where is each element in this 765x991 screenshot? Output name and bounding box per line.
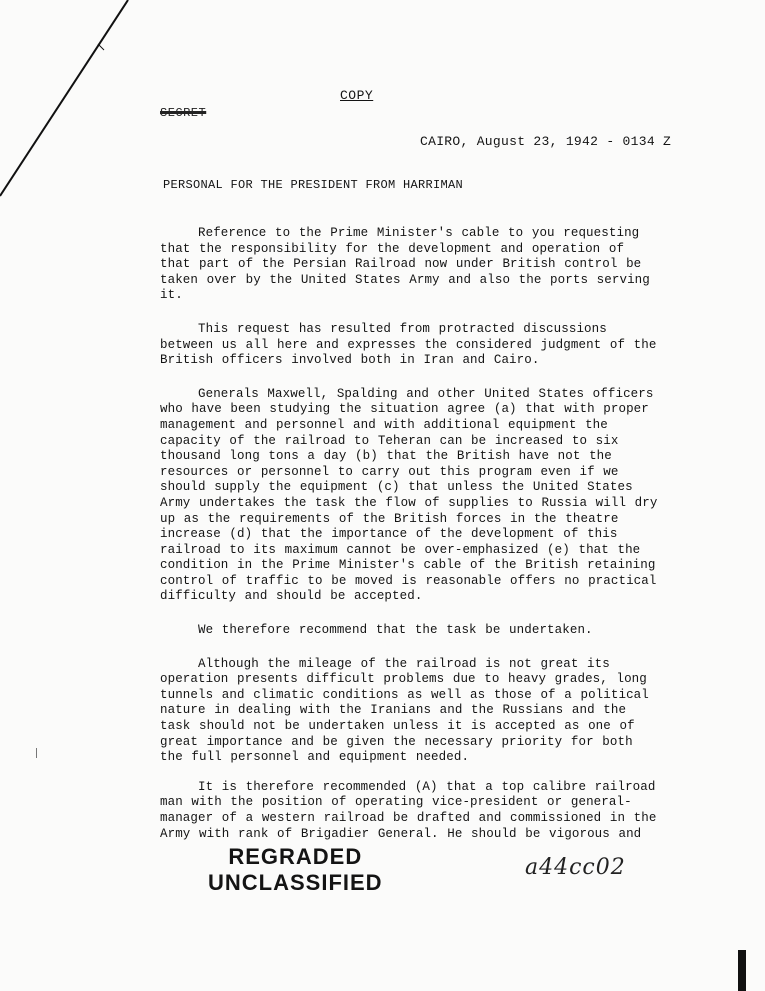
classification-marking [160, 106, 206, 120]
stamp-line-regraded: REGRADED [228, 844, 363, 869]
dateline: CAIRO, August 23, 1942 - 0134 Z [420, 134, 672, 149]
paragraph-2: This request has resulted from protracted discussions between us all here and expresses the considered judgment of the British officers involved both in Iran and Cairo. [160, 321, 657, 368]
paragraph-4: We therefore recommend that the task be undertaken. [198, 623, 593, 638]
paragraph-6: It is therefore recommended (A) that a top calibre railroad man with the position of operating vice-president or general-manager of a western railroad be drafted and commissioned in the Army with rank of Brigadier General. He should be vigorous and [160, 779, 657, 841]
stamp-line-unclassified: UNCLASSIFIED [208, 870, 383, 895]
message-heading: PERSONAL FOR THE PRESIDENT FROM HARRIMAN [163, 178, 464, 192]
copy-label: COPY [340, 88, 374, 103]
handwritten-archive-code: a44cc02 [525, 855, 626, 880]
paragraph-5: Although the mileage of the railroad is not great its operation presents difficult problems due to heavy grades, long tunnels and climatic conditions as well as those of a political nature in dealing with the Iranians and the Russians and the task should not be undertaken unless it is accepted as one of great importance and be given the necessary priority for both the full personnel and equipment needed. [160, 656, 649, 765]
right-edge-mark [738, 950, 746, 991]
struck-classification: SECRET [160, 106, 207, 120]
paragraph-3: Generals Maxwell, Spalding and other United States officers who have been studying the situation agree (a) that with proper management and personnel and with additional equipment the capacity of the railroad to Teheran can be increased to six thousand long tons a day (b) that the British have not the resources or personnel to carry out this program even if we should supply the equipment (c) that unless the United States Army undertakes the task the flow of supplies to Russia will dry up as the requirements of the British forces in the theatre increase (d) that the importance of the development of this railroad to its maximum cannot be over-emphasized (e) that the condition in the Prime Minister's cable of the British retaining control of traffic to be moved is reasonable offers no practical difficulty and should be accepted. [160, 386, 658, 604]
message-body [160, 226, 660, 860]
scan-edge-line [0, 0, 140, 200]
regraded-stamp [208, 844, 383, 896]
paragraph-1: Reference to the Prime Minister's cable to you requesting that the responsibility for the development and operation of that part of the Persian Railroad now under British control be taken over by the United States Army and also the ports serving it. [160, 226, 650, 303]
left-margin-tick [36, 748, 37, 758]
